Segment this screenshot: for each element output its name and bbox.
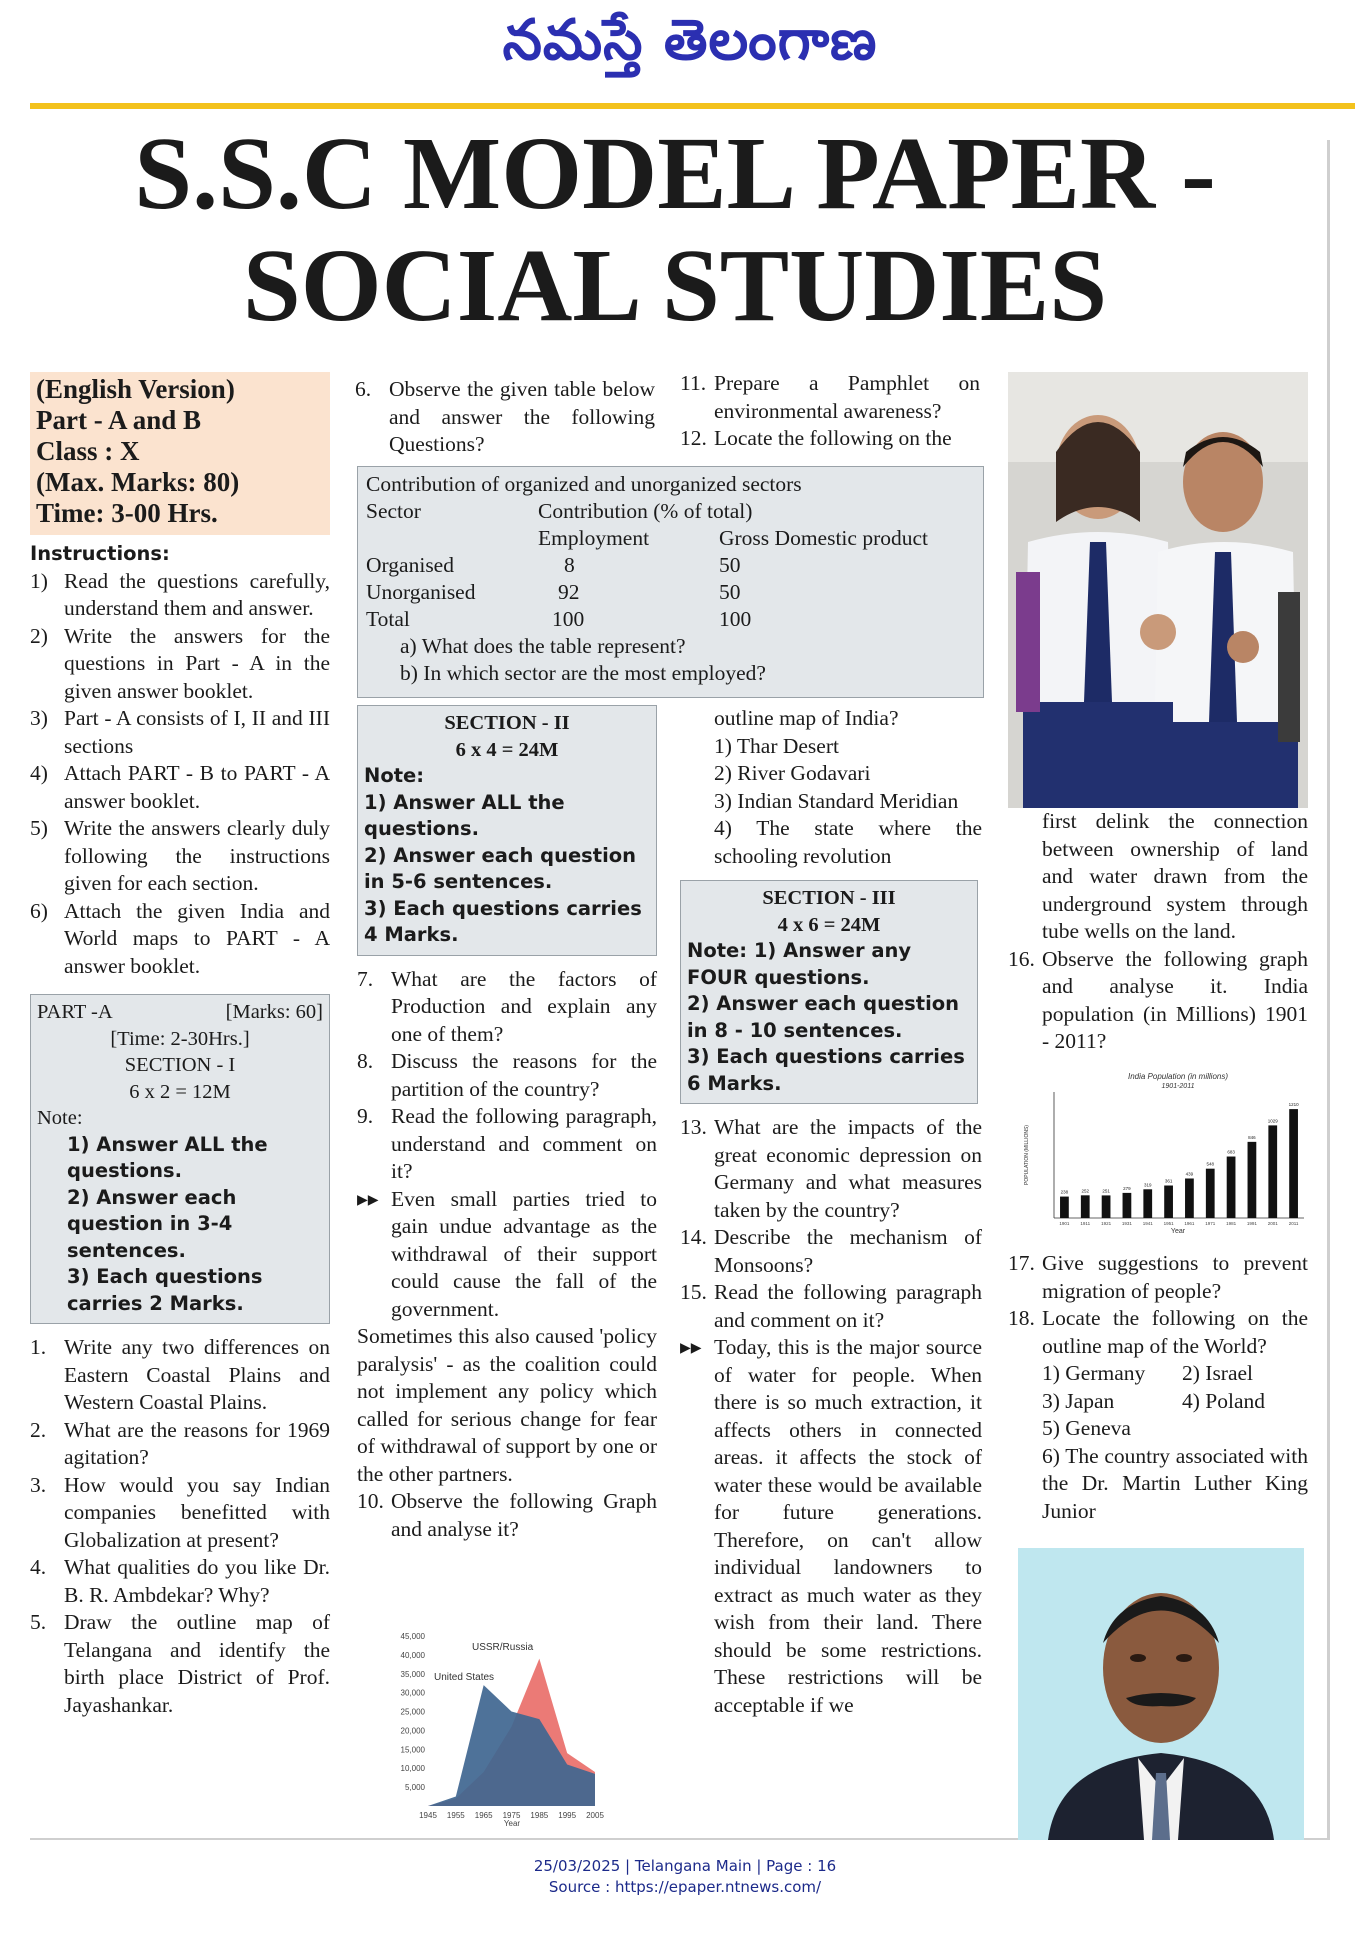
bar-value-label: 319 [1143, 1182, 1152, 1188]
students-photo [1008, 372, 1308, 808]
series-label: United States [434, 1672, 495, 1683]
part-a-marks: [Marks: 60] [225, 1001, 323, 1023]
exam-time: Time: 3-00 Hrs. [36, 498, 218, 528]
x-tick-label: 1981 [1226, 1221, 1237, 1226]
exam-max-marks: (Max. Marks: 80) [36, 467, 240, 497]
x-tick-label: 1995 [558, 1811, 577, 1820]
section-2-note-item: 1) Answer ALL the questions. [364, 790, 565, 840]
x-tick-label: 1921 [1101, 1221, 1112, 1226]
bar [1206, 1169, 1215, 1218]
bar [1164, 1186, 1173, 1218]
chart-subtitle: 1901-2011 [1161, 1083, 1195, 1090]
bar [1123, 1193, 1132, 1218]
map-item: 2) Israel [1182, 1361, 1254, 1385]
section-2-note: Note: [364, 764, 425, 787]
series-area [428, 1685, 595, 1806]
question-14: 14. Describe the mechanism of Monsoons? [680, 1225, 982, 1277]
masthead-rule [30, 103, 1355, 109]
section-1-note-item: 3) Each questions carries 2 Marks. [67, 1265, 263, 1315]
column-divider [1327, 140, 1330, 1840]
x-axis-label: Year [503, 1819, 521, 1828]
headline-line-1: S.S.C MODEL PAPER - [134, 116, 1216, 231]
x-tick-label: 1941 [1142, 1221, 1153, 1226]
chart-title: India Population (in millions) [1127, 1072, 1229, 1081]
question-2: 2. What are the reasons for 1969 agitation? [30, 1417, 330, 1469]
footer-edition: 25/03/2025 | Telangana Main | Page : 16 [533, 1857, 837, 1875]
bar [1081, 1195, 1090, 1218]
question-15: 15. Read the following paragraph and comment on it? [680, 1280, 982, 1332]
series-label: USSR/Russia [472, 1642, 534, 1653]
x-tick-label: 1975 [502, 1811, 521, 1820]
bar-value-label: 439 [1185, 1171, 1194, 1177]
x-tick-label: 1985 [530, 1811, 549, 1820]
y-tick-label: 35,000 [400, 1669, 425, 1679]
exam-version: (English Version) [36, 374, 235, 404]
bar [1289, 1109, 1298, 1218]
map-item: 4) Poland [1182, 1388, 1266, 1413]
map-item: 3) Indian Standard Meridian [714, 788, 959, 813]
map-item: 4) The state where the schooling revolution [714, 816, 982, 868]
section-3-title: SECTION - III [762, 887, 896, 909]
arms-race-area-chart [390, 1628, 604, 1828]
table-header-contribution: Contribution (% of total) [538, 499, 753, 523]
instruction-item: 2) Write the answers for the questions in Part - A in the given answer booklet. [30, 623, 330, 703]
masthead [0, 0, 1370, 100]
table-question-b: b) In which sector are the most employed? [400, 661, 766, 685]
question-9-continued: Sometimes this also caused 'policy paralysis' - as the coalition could not implement any policy which called for serious change for fear of withdrawal of support by one or the other partners. [357, 1324, 657, 1486]
bar [1143, 1189, 1152, 1218]
bar [1268, 1125, 1277, 1218]
part-a-time: [Time: 2-30Hrs.] [110, 1027, 250, 1050]
question-8: 8. Discuss the reasons for the partition of the country? [357, 1049, 657, 1101]
x-tick-label: 1961 [1184, 1221, 1195, 1226]
exam-parts: Part - A and B [36, 405, 202, 435]
x-tick-label: 2011 [1288, 1221, 1299, 1226]
y-tick-label: 40,000 [400, 1650, 425, 1660]
instruction-item: 1) Read the questions carefully, understand them and answer. [30, 568, 330, 620]
instruction-item: 6) Attach the given India and World maps to PART - A answer booklet. [30, 898, 330, 978]
question-16: 16. Observe the following graph and analyse it. India population (in Millions) 1901 - 2011? [1008, 946, 1308, 1053]
table-row: Organised 8 50 [366, 553, 741, 577]
y-tick-label: 15,000 [400, 1745, 425, 1755]
bar [1060, 1197, 1069, 1218]
section-1-note-item: 1) Answer ALL the questions. [67, 1132, 268, 1182]
section-3-box [680, 880, 978, 1104]
y-tick-label: 5,000 [404, 1783, 425, 1793]
bar-value-label: 252 [1081, 1188, 1090, 1194]
section-3-note-item: 2) Answer each question in 8 - 10 sentences. [687, 992, 960, 1042]
headline [30, 118, 1320, 342]
map-item-row [1008, 1388, 1308, 1416]
bar-value-label: 548 [1206, 1161, 1215, 1167]
x-tick-label: 2005 [586, 1811, 604, 1820]
instruction-item: 3) Part - A consists of I, II and III sections [30, 706, 330, 758]
y-axis-label: POPULATION (MILLIONS) [1024, 1125, 1030, 1185]
table-title: Contribution of organized and unorganized sectors [366, 472, 802, 496]
table-row: Unorganised 92 50 [366, 580, 741, 604]
question-17: 17. Give suggestions to prevent migration of people? [1008, 1251, 1308, 1303]
question-3: 3. How would you say Indian companies benefitted with Globalization at present? [30, 1472, 330, 1552]
question-11: 11. Prepare a Pamphlet on environmental awareness? [680, 371, 980, 423]
question-12-continued: outline map of India? [714, 706, 899, 730]
question-4: 4. What qualities do you like Dr. B. R. Ambdekar? Why? [30, 1555, 330, 1607]
question-13: 13. What are the impacts of the great economic depression on Germany and what measures taken by the country? [680, 1115, 982, 1222]
y-tick-label: 45,000 [400, 1632, 425, 1641]
instruction-item: 4) Attach PART - B to PART - A answer booklet. [30, 761, 330, 813]
bar-value-label: 1210 [1288, 1102, 1299, 1108]
headline-line-2: SOCIAL STUDIES [242, 228, 1108, 343]
section-3-note: Note: 1) Answer any FOUR questions. [687, 939, 912, 989]
y-tick-label: 25,000 [400, 1707, 425, 1717]
column-4-lower [1008, 1250, 1308, 1525]
bar-value-label: 846 [1248, 1134, 1256, 1140]
section-2-note-item: 2) Answer each question in 5-6 sentences. [364, 843, 637, 893]
table-question-a: a) What does the table represent? [400, 634, 686, 658]
sector-table [357, 466, 984, 698]
footer-source: Source : https://epaper.ntnews.com/ [548, 1878, 822, 1896]
map-item: 2) River Godavari [714, 761, 871, 785]
section-2-scheme: 6 x 4 = 24M [455, 738, 559, 761]
map-item: 6) The country associated with the Dr. Martin Luther King Junior [1042, 1443, 1308, 1523]
question-15-continued: first delink the connection between ownership of land and water drawn from the underground system through tube wells on the land. [1042, 809, 1308, 943]
question-7: 7. What are the factors of Production and explain any one of them? [357, 966, 657, 1046]
section-3-note-item: 3) Each questions carries 6 Marks. [687, 1045, 965, 1095]
question-1: 1. Write any two differences on Eastern Coastal Plains and Western Coastal Plains. [30, 1335, 330, 1414]
x-axis-label: Year [1170, 1228, 1186, 1235]
map-item: 1) Thar Desert [714, 733, 839, 758]
x-tick-label: 1945 [419, 1811, 437, 1820]
y-tick-label: 20,000 [400, 1726, 425, 1736]
section-2-box [357, 705, 657, 956]
part-a-box [30, 994, 330, 1324]
question-12: 12. Locate the following on the [680, 426, 952, 450]
bar [1248, 1142, 1257, 1218]
section-1-note: Note: [37, 1107, 83, 1129]
table-header-employment: Employment [538, 526, 650, 550]
question-11-block [680, 370, 980, 453]
question-6: 6. Observe the given table below and answer the following Questions? [355, 377, 655, 456]
column-2 [357, 705, 657, 1543]
y-tick-label: 30,000 [400, 1688, 425, 1698]
section-1-scheme: 6 x 2 = 12M [129, 1080, 231, 1103]
question-15-paragraph: ▸▸ Today, this is the major source of water for people. When there is so much extraction, it affects others in connected areas. it affects the stock of water these would be available for future generations. Therefore, on can't allow individual landowners to extract as much water as they wish from their land. There should be some restrictions. These restrictions will be acceptable if we [680, 1335, 982, 1717]
map-item-row [1008, 1360, 1308, 1388]
x-tick-label: 1901 [1059, 1221, 1070, 1226]
bar-value-label: 361 [1164, 1178, 1173, 1184]
question-18: 18. Locate the following on the outline map of the World? [1008, 1306, 1308, 1358]
x-tick-label: 1955 [446, 1811, 465, 1820]
y-tick-label: 10,000 [400, 1764, 425, 1774]
x-tick-label: 1991 [1246, 1221, 1257, 1226]
x-tick-label: 2001 [1267, 1221, 1278, 1226]
arrow-bullet-icon: ▸▸ [357, 1186, 379, 1211]
instruction-item: 5) Write the answers clearly duly following the instructions given for each section. [30, 816, 330, 895]
question-6-block [355, 376, 655, 459]
x-tick-label: 1931 [1121, 1221, 1132, 1226]
bar-value-label: 251 [1102, 1188, 1110, 1194]
x-tick-label: 1971 [1205, 1221, 1216, 1226]
section-2-note-item: 3) Each questions carries 4 Marks. [364, 896, 642, 946]
bar [1185, 1178, 1194, 1218]
x-tick-label: 1965 [474, 1811, 493, 1820]
column-4 [1008, 808, 1308, 1056]
exam-info-box [30, 372, 330, 535]
section-2-title: SECTION - II [444, 712, 570, 734]
section-1-note-item: 2) Answer each question in 3-4 sentences. [67, 1185, 237, 1262]
table-header-gdp: Gross Domestic product [719, 526, 928, 550]
column-3 [680, 705, 982, 1719]
part-a-label: PART -A [37, 1001, 113, 1023]
map-item: 3) Japan [1042, 1388, 1115, 1413]
x-tick-label: 1951 [1163, 1221, 1174, 1226]
map-item: 1) Germany [1042, 1361, 1146, 1385]
bar [1102, 1195, 1111, 1218]
question-5: 5. Draw the outline map of Telangana and identify the birth place District of Prof. Jayashankar. [30, 1610, 330, 1717]
bar-value-label: 1029 [1267, 1118, 1278, 1124]
india-population-bar-chart [1018, 1070, 1308, 1238]
bar-value-label: 683 [1227, 1149, 1235, 1155]
table-row: Total 100 100 [366, 607, 752, 631]
footer [0, 1856, 1370, 1898]
question-9: 9. Read the following paragraph, understand and comment on it? [357, 1104, 657, 1183]
question-9-paragraph: ▸▸ Even small parties tried to gain undue advantage as the withdrawal of their support could cause the fall of the government. [357, 1186, 657, 1321]
newspaper-logo: నమస్తే తెలంగాణ [502, 8, 878, 73]
map-item: 5) Geneva [1042, 1416, 1131, 1440]
column-1 [30, 372, 330, 1719]
bar-value-label: 279 [1123, 1185, 1131, 1191]
bar-value-label: 238 [1060, 1189, 1069, 1195]
author-photo [1018, 1548, 1304, 1840]
question-10: 10. Observe the following Graph and analyse it? [357, 1489, 657, 1541]
instructions-title: Instructions: [30, 542, 170, 565]
section-3-scheme: 4 x 6 = 24M [777, 913, 881, 936]
x-tick-label: 1911 [1080, 1221, 1091, 1226]
arrow-bullet-icon: ▸▸ [680, 1335, 702, 1359]
bar [1227, 1157, 1236, 1218]
table-header-sector: Sector [366, 499, 421, 523]
section-1-title: SECTION - I [124, 1054, 236, 1076]
exam-class: Class : X [36, 436, 140, 466]
